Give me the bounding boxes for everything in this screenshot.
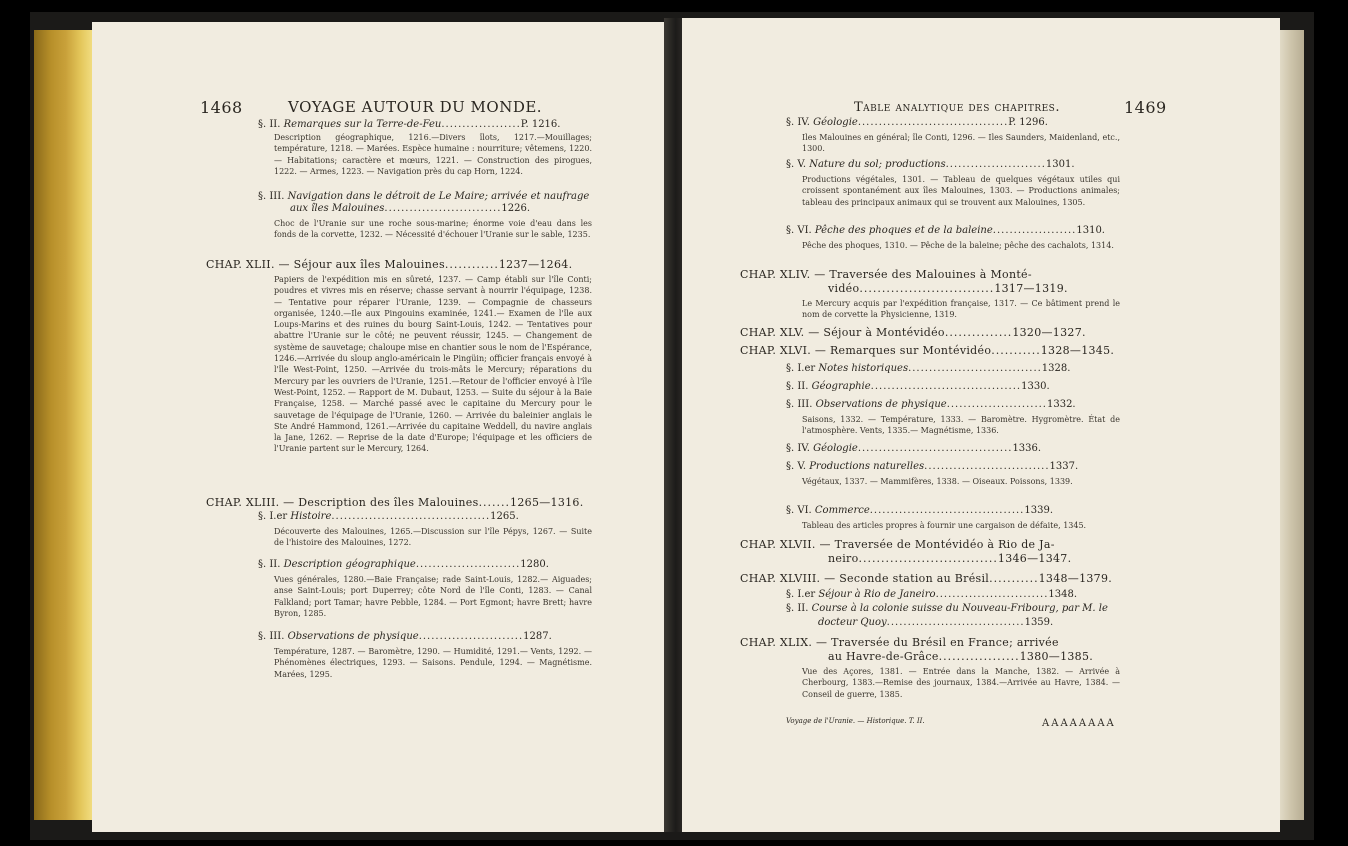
signature-mark: AAAAAAAA	[1042, 718, 1116, 729]
running-title-left: VOYAGE AUTOUR DU MONDE.	[288, 98, 543, 116]
sec-43-1-text: Découverte des Malouines, 1265.—Discussion sur l'île Pépys, 1267. — Suite de l'histoire des Malouines, 1272.	[274, 527, 592, 548]
sec-43-3-text: Température, 1287. — Baromètre, 1290. — Humidité, 1291.— Vents, 1292. — Phénomènes électriques, 1293. — Saisons. Pendule, 1294. — Magnétisme. Marées, 1295.	[274, 647, 592, 679]
chap-44b: vidéo..............................1317—1319.	[828, 282, 1068, 295]
folio-left: 1468	[200, 98, 243, 117]
sec-48-2: §. II. Course à la colonie suisse du Nouveau-Fribourg, par M. le	[786, 603, 1108, 614]
chap-44-text: Le Mercury acquis par l'expédition française, 1317. — Ce bâtiment prend le nom de corvette la Physicienne, 1319.	[802, 299, 1120, 320]
entry-1: §. II. Remarques sur la Terre-de-Feu...................P. 1216.	[258, 119, 561, 130]
sec-46-6-text: Tableau des articles propres à fournir une cargaison de défaite, 1345.	[802, 521, 1087, 530]
chap-46: CHAP. XLVI. — Remarques sur Montévidéo...........1328—1345.	[740, 344, 1115, 357]
folio-right: 1469	[1124, 98, 1167, 117]
r-entry-3-text: Pêche des phoques, 1310. — Pêche de la baleine; pêche des cachalots, 1314.	[802, 241, 1114, 250]
r-entry-2-text: Productions végétales, 1301. — Tableau de quelques végétaux utiles qui croissent spontanément aux îles Malouines, 1303. — Productions animales; tableau des principaux animaux qui se trouvent aux Malouines, 1305.	[802, 175, 1120, 207]
chap-49: CHAP. XLIX. — Traversée du Brésil en France; arrivée	[740, 636, 1059, 649]
right-page	[682, 18, 1280, 832]
chap-45: CHAP. XLV. — Séjour à Montévidéo...............1320—1327.	[740, 326, 1086, 339]
sec-48-2b: docteur Quoy.................................1359.	[818, 617, 1054, 628]
sec-46-3: §. III. Observations de physique........................1332.	[786, 399, 1076, 410]
sec-46-1: §. I.er Notes historiques................................1328.	[786, 363, 1071, 374]
running-title-right: Table analytique des chapitres.	[854, 100, 1060, 115]
r-entry-1-text: Iles Malouines en général; île Conti, 1296. — Iles Saunders, Maidenland, etc., 1300.	[802, 133, 1120, 154]
chap-44: CHAP. XLIV. — Traversée des Malouines à Monté-	[740, 268, 1032, 281]
sec-46-4: §. IV. Géologie.....................................1336.	[786, 443, 1042, 454]
sec-46-2: §. II. Géographie....................................1330.	[786, 381, 1050, 392]
chap-47: CHAP. XLVII. — Traversée de Montévidéo à Rio de Ja-	[740, 538, 1055, 551]
sec-46-5: §. V. Productions naturelles..............................1337.	[786, 461, 1079, 472]
sec-43-2: §. II. Description géographique.........................1280.	[258, 559, 549, 570]
chap-42: CHAP. XLII. — Séjour aux îles Malouines............1237—1264.	[206, 258, 573, 271]
chap-43: CHAP. XLIII. — Description des îles Malouines.......1265—1316.	[206, 496, 584, 509]
entry-2-text: Choc de l'Uranie sur une roche sous-marine; énorme voie d'eau dans les fonds de la corvette, 1232. — Nécessité d'échouer l'Uranie sur le sable, 1235.	[274, 219, 592, 240]
left-page	[92, 22, 670, 832]
chap-49-text: Vue des Açores, 1381. — Entrée dans la Manche, 1382. — Arrivée à Cherbourg, 1383.—Remise des journaux, 1384.—Arrivée au Havre, 1384. — Conseil de guerre, 1385.	[802, 667, 1120, 699]
sec-48-1: §. I.er Séjour à Rio de Janeiro...........................1348.	[786, 589, 1078, 600]
entry-2b: aux îles Malouines............................1226.	[290, 203, 531, 214]
sec-46-3-text: Saisons, 1332. — Température, 1333. — Baromètre. Hygromètre. État de l'atmosphère. Vents, 1335.— Magnétisme, 1336.	[802, 415, 1120, 436]
chap-49b: au Havre-de-Grâce..................1380—1385.	[828, 650, 1094, 663]
sec-46-6: §. VI. Commerce.....................................1339.	[786, 505, 1054, 516]
page-edges-left	[34, 30, 92, 820]
sec-43-2-text: Vues générales, 1280.—Baie Française; rade Saint-Louis, 1282.— Aiguades; anse Saint-Louis; port Duperrey; côte Nord de l'île Conti, 1283. — Canal Falkland; port Tamar; havre Pebble, 1284. — Port Egmont; havre Brett; havre Byron, 1285.	[274, 575, 592, 618]
sec-46-5-text: Végétaux, 1337. — Mammifères, 1338. — Oiseaux. Poissons, 1339.	[802, 477, 1073, 486]
entry-1-text: Description géographique, 1216.—Divers îlots, 1217.—Mouillages; température, 1218. — Marées. Espèce humaine : nourriture; vêtemens, 1220. — Habitations; caractère et mœurs, 1221. — Construction des pirogues, 1222. — Armes, 1223. — Navigation près du cap Horn, 1224.	[274, 133, 592, 176]
chap-48: CHAP. XLVIII. — Seconde station au Brésil...........1348—1379.	[740, 572, 1113, 585]
sec-43-1: §. I.er Histoire......................................1265.	[258, 511, 519, 522]
sec-43-3: §. III. Observations de physique.........................1287.	[258, 631, 552, 642]
entry-2: §. III. Navigation dans le détroit de Le Maire; arrivée et naufrage	[258, 191, 590, 202]
r-entry-3: §. VI. Pêche des phoques et de la baleine....................1310.	[786, 225, 1105, 236]
page-edges-right	[1276, 30, 1304, 820]
r-entry-1: §. IV. Géologie....................................P. 1296.	[786, 117, 1048, 128]
chap-42-text: Papiers de l'expédition mis en sûreté, 1237. — Camp établi sur l'île Conti; poudres et vivres mis en réserve; chasse servant à nourrir l'équipage, 1238. — Tentative pour réparer l'Uranie, 1239. — Compagnie de chasseurs organisée, 1240.—Ile aux Pingouins examinée, 1241.— Examen de l'île aux Loups-Marins et des ruines du bourg Saint-Louis, 1242. — Tentatives pour abattre l'Uranie sur le côté; ne peuvent réussir, 1245. — Changement de système de sauvetage; chaloupe mise en chantier sous le nom de l'Espérance, 1246.—Arrivée du sloup anglo-américain le Pingüin; officier français envoyé à l'île West-Point, 1250. —Arrivée du trois-mâts le Mercury; réparations du Mercury par les ouvriers de l'Uranie, 1251.—Retour de l'officier envoyé à l'île West-Point, 1252. — Rapport de M. Dubaut, 1253. — Suite du séjour à la Baie Française, 1258. — Marché passé avec le capitaine du Mercury pour le sauvetage de l'équipage de l'Uranie, 1260. — Arrivée du baleinier anglais le Ste André Hammond, 1261.—Arrivée du capitaine Weddell, du navire anglais la Jane, 1262. — Reprise de la date d'Europe; l'équipage et les officiers de l'Uranie partent sur le Mercury, 1264.	[274, 275, 592, 454]
chap-47b: neiro...............................1346—1347.	[828, 552, 1072, 565]
page-footer: Voyage de l'Uranie. — Historique. T. II.	[786, 717, 925, 725]
r-entry-2: §. V. Nature du sol; productions........................1301.	[786, 159, 1075, 170]
